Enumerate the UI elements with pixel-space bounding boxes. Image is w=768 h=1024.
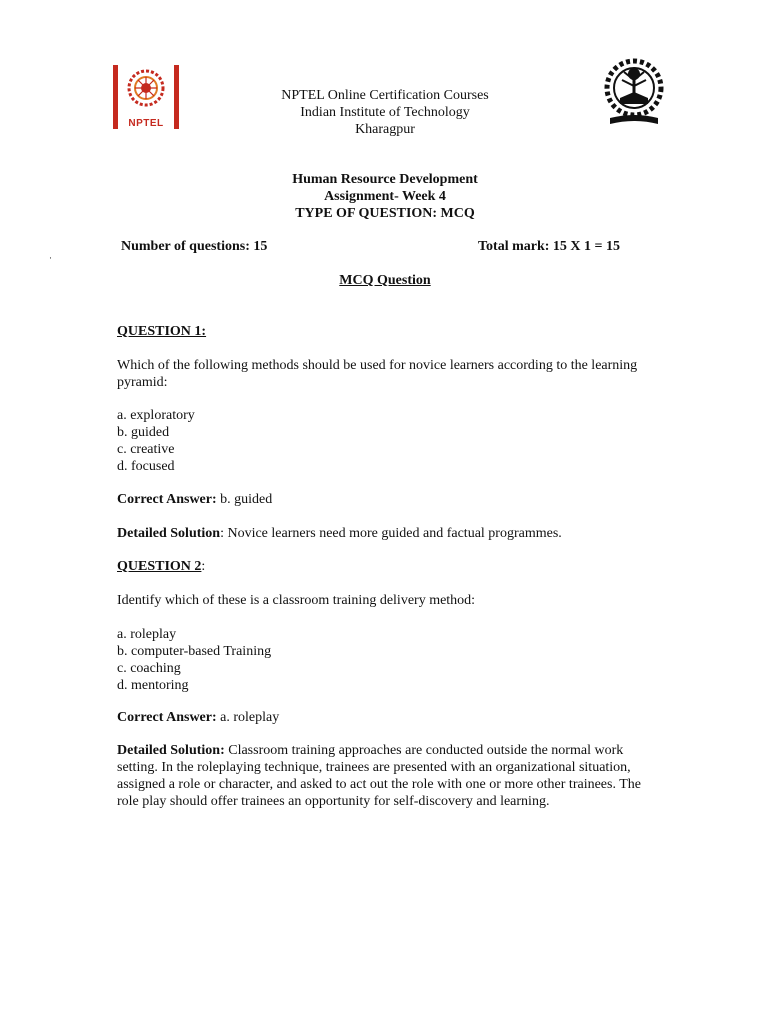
question-2-answer [117,709,657,726]
section-heading-text: MCQ Question [339,273,431,288]
question-2-solution [117,742,657,810]
assignment-title: Assignment- Week 4 [324,189,446,204]
solution-text: Classroom training approaches are conducted outside the normal work setting. In the roleplaying technique, trainees are presented with an organizational situation, assigned a role or character, and asked to act out the role with one or more other trainees. The role play should offer trainees an opportunity for self-discovery and learning. [117,743,641,809]
option-item: d. mentoring [117,678,189,693]
question-2-text: Identify which of these is a classroom training delivery method: [117,593,476,608]
section-heading [190,272,580,289]
header-line-1: NPTEL Online Certification Courses [281,88,489,103]
question-1-heading-text: QUESTION 1: [117,324,207,339]
nptel-logo [113,65,179,131]
option-item: a. roleplay [117,627,177,642]
question-type: TYPE OF QUESTION: MCQ [295,206,475,221]
question-1-answer [117,491,657,508]
header-line-3: Kharagpur [355,122,415,137]
question-1-options [117,407,195,475]
option-item: b. computer-based Training [117,644,272,659]
solution-text: : Novice learners need more guided and factual programmes. [220,526,562,541]
header-line-2: Indian Institute of Technology [300,105,470,120]
solution-label: Detailed Solution: [117,743,225,758]
answer-value: b. guided [216,492,273,507]
total-mark: Total mark: 15 X 1 = 15 [478,239,621,254]
option-item: a. exploratory [117,408,195,423]
title-block [190,171,580,222]
option-item: b. guided [117,425,170,440]
question-2-heading [117,558,205,575]
iit-emblem-icon [602,58,666,132]
nptel-emblem-icon [126,68,166,112]
stray-mark: · [49,253,52,263]
course-title: Human Resource Development [292,172,478,187]
option-item: c. coaching [117,661,181,676]
question-1-text: Which of the following methods should be used for novice learners according to the learning pyramid: [117,358,638,390]
iit-kharagpur-emblem [602,58,666,132]
question-1-solution [117,525,657,542]
option-item: d. focused [117,459,175,474]
nptel-logo-text: NPTEL [128,118,164,129]
question-2-options [117,626,271,694]
question-2-heading-text: QUESTION 2 [117,559,202,574]
answer-value: a. roleplay [216,710,280,725]
solution-label: Detailed Solution [117,526,221,541]
answer-label: Correct Answer: [117,492,217,507]
question-2-heading-suffix: : [201,559,206,574]
institution-header [190,87,580,138]
option-item: c. creative [117,442,175,457]
question-count-value: : 15 [245,239,268,254]
question-1-heading [117,323,206,340]
question-count-label: Number of questions [121,239,246,254]
question-count [121,238,267,255]
answer-label: Correct Answer: [117,710,217,725]
